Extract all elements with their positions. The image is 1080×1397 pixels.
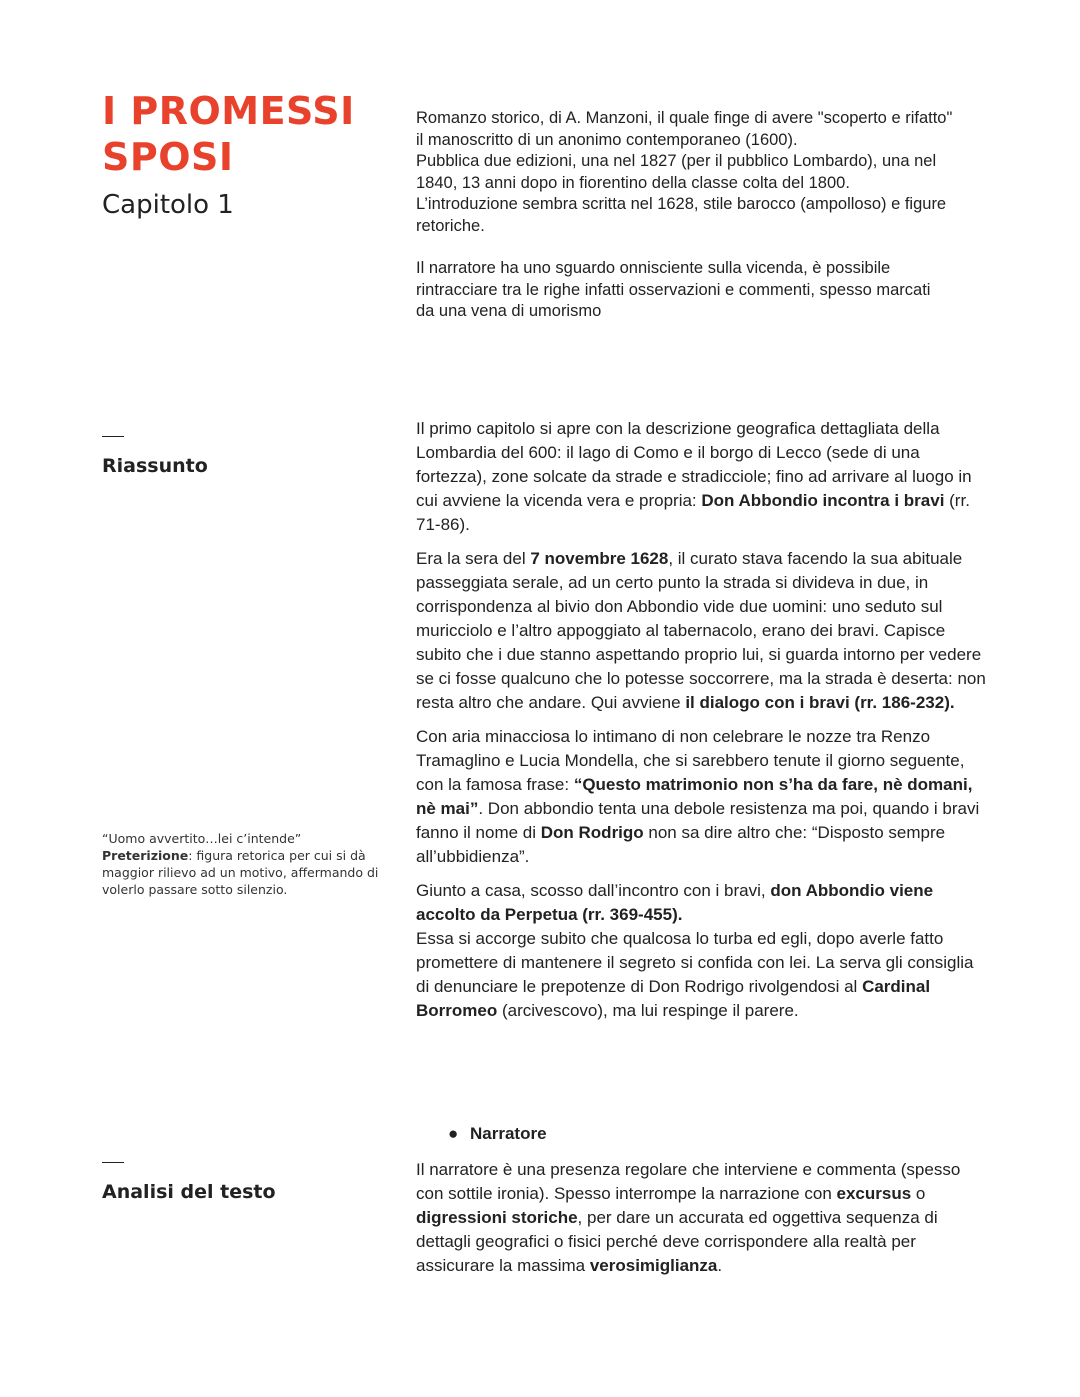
intro-line: Romanzo storico, di A. Manzoni, il quale finge di avere "scoperto e rifatto" (416, 109, 953, 127)
bullet-item (448, 1124, 547, 1144)
section-heading-riassunto: Riassunto (102, 455, 208, 477)
paragraph: Giunto a casa, scosso dall’incontro con i bravi, don Abbondio viene accolto da Perpetua (rr. 369-455). Essa si accorge subito che qualcosa lo turba ed egli, dopo averle fatto promettere di mantenere il segreto si confida con lei. La serva gli consiglia di denunciare le prepotenze di Don Rodrigo rivolgendosi al Cardinal Borromeo (arcivescovo), ma lui respinge il parere. (416, 881, 974, 1020)
section-divider (102, 436, 124, 437)
intro-line: L’introduzione sembra scritta nel 1628, stile barocco (ampolloso) e figure (416, 195, 947, 213)
intro-line: 1840, 13 anni dopo in fiorentino della classe colta del 1800. (416, 173, 850, 192)
paragraph: Con aria minacciosa lo intimano di non celebrare le nozze tra Renzo Tramaglino e Lucia Mondella, che si sarebbero tenute il giorno seguente, con la famosa frase: “Questo matrimonio non s’ha da fare, nè domani, nè mai”. Don abbondio tenta una debole resistenza ma poi, quando i bravi fanno il nome di Don Rodrigo non sa dire altro che: “Disposto sempre all’ubbidienza”. (416, 727, 980, 866)
intro-line: Il narratore ha uno sguardo onnisciente sulla vicenda, è possibile (416, 259, 891, 277)
bullet-icon: ● (448, 1124, 459, 1143)
paragraph: Il primo capitolo si apre con la descrizione geografica dettagliata della Lombardia del 600: il lago di Como e il borgo di Lecco (sede di una fortezza), zone solcate da strade e stradicciole; fino ad arrivare al luogo in cui avviene la vicenda vera e propria: Don Abbondio incontra i bravi (rr. 71-86). (416, 419, 972, 534)
page-title: I PROMESSI SPOSI (102, 89, 355, 179)
paragraph: Il narratore è una presenza regolare che interviene e commenta (spesso con sottile ironia). Spesso interrompe la narrazione con excursus o digressioni storiche, per dare un accurata ed oggettiva sequenza di dettagli geografici o fisici perché deve corrispondere alla realtà per assicurare la massima verosimiglianza. (416, 1160, 961, 1275)
intro-text (416, 108, 986, 323)
side-note-quote: “Uomo avvertito…lei c’intende” (102, 831, 302, 846)
section-heading-analisi: Analisi del testo (102, 1181, 276, 1203)
riassunto-text (416, 417, 986, 1023)
section-divider (102, 1162, 124, 1163)
side-note (102, 830, 392, 898)
intro-line: il manoscritto di un anonimo contemporaneo (1600). (416, 130, 798, 149)
paragraph: Era la sera del 7 novembre 1628, il curato stava facendo la sua abituale passeggiata serale, ad un certo punto la strada si divideva in due, in corrispondenza al bivio don Abbondio vide due uomini: uno seduto sul muricciolo e l’altro appoggiato al tabernacolo, erano dei bravi. Capisce subito che i due stanno aspettando proprio lui, si guarda intorno per vedere se ci fosse qualcuno che lo potesse soccorrere, ma la strada è deserta: non resta altro che andare. Qui avviene il dialogo con i bravi (rr. 186-232). (416, 549, 986, 712)
intro-line: rintracciare tra le righe infatti osservazioni e commenti, spesso marcati (416, 280, 931, 299)
analisi-text (416, 1158, 986, 1278)
chapter-subtitle: Capitolo 1 (102, 190, 234, 220)
side-note-definition: Preterizione: figura retorica per cui si dà maggior rilievo ad un motivo, affermando di volerlo passare sotto silenzio. (102, 848, 379, 897)
intro-line: retoriche. (416, 216, 485, 235)
bullet-label: Narratore (470, 1124, 547, 1143)
intro-line: da una vena di umorismo (416, 302, 602, 320)
intro-line: Pubblica due edizioni, una nel 1827 (per il pubblico Lombardo), una nel (416, 152, 937, 170)
